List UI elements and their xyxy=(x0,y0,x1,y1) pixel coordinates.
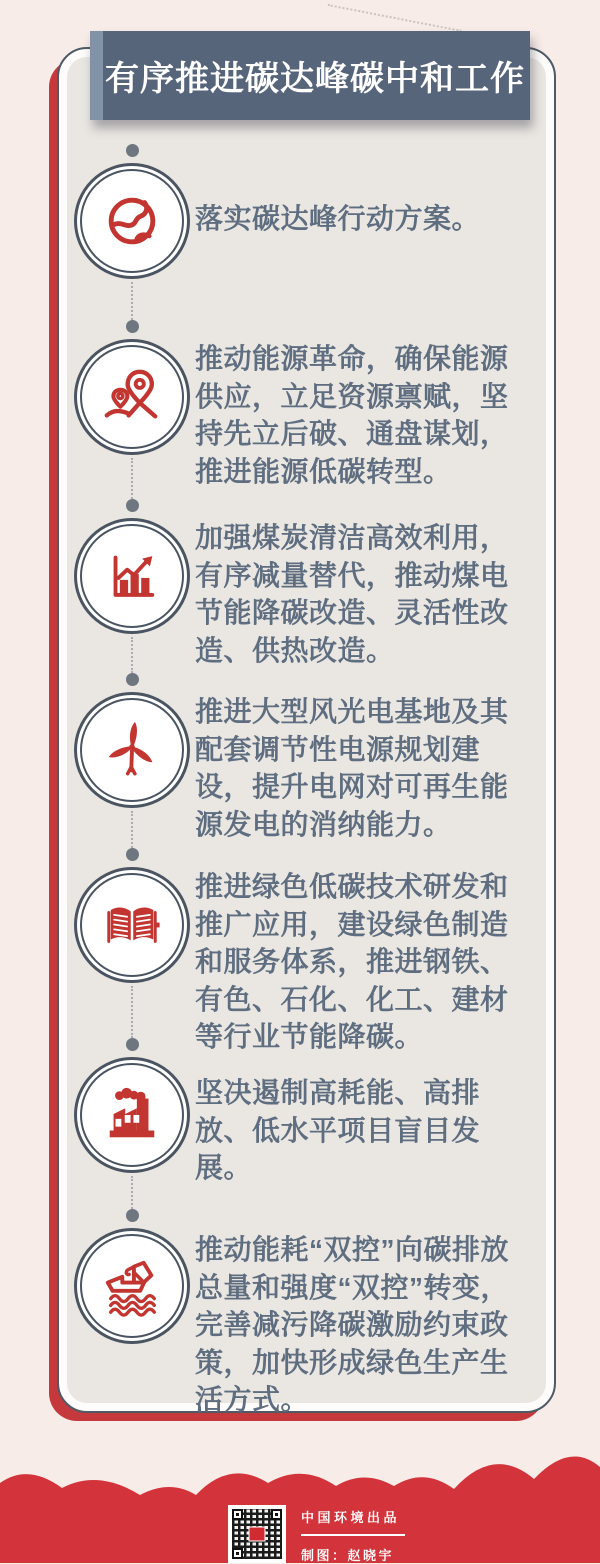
bar-chart-icon xyxy=(101,545,163,607)
page-title: 有序推进碳达峰碳中和工作 xyxy=(105,60,525,98)
timeline-connector xyxy=(131,637,133,673)
item-text: 推进大型风光电基地及其配套调节性电源规划建设，提升电网对可再生能源发电的消纳能力。 xyxy=(195,696,509,840)
icon-circle xyxy=(74,163,190,279)
item-text: 加强煤炭清洁高效利用，有序减量替代，推动煤电节能降碳改造、灵活性改造、供热改造。 xyxy=(195,522,509,666)
timeline-dot xyxy=(126,144,139,157)
item-text: 坚决遏制高耗能、高排放、低水平项目盲目发展。 xyxy=(195,1077,481,1183)
timeline-connector xyxy=(131,811,133,848)
icon-circle xyxy=(74,867,190,983)
icon-circle xyxy=(74,692,190,808)
timeline-dot xyxy=(126,848,139,861)
timeline-column xyxy=(69,499,195,673)
icon-circle xyxy=(74,518,190,634)
qr-pattern xyxy=(232,1509,282,1559)
item-text: 推动能耗“双控”向碳排放总量和强度“双控”转变，完善减污降碳激励约束政策，加快形成绿色生产生活方式。 xyxy=(195,1234,510,1415)
timeline-connector xyxy=(131,458,133,499)
publisher-label: 中国环境出品 xyxy=(301,1510,401,1525)
qr-code xyxy=(228,1505,286,1563)
item-text: 落实碳达峰行动方案。 xyxy=(195,203,481,234)
factory-icon xyxy=(101,1084,163,1146)
title-banner xyxy=(90,31,530,120)
timeline-connector xyxy=(131,282,133,320)
qr-finder-icon xyxy=(232,1548,243,1559)
timeline-dot xyxy=(126,673,139,686)
timeline-column xyxy=(69,1038,195,1209)
icon-circle xyxy=(74,1057,190,1173)
globe-icon xyxy=(101,190,163,252)
timeline-column xyxy=(69,144,195,320)
timeline-column xyxy=(69,848,195,1038)
list-item xyxy=(69,1209,540,1419)
item-text: 推进绿色低碳技术研发和推广应用，建设绿色制造和服务体系，推进钢铁、有色、石化、化工、建材等行业节能降碳。 xyxy=(195,871,509,1052)
list-item xyxy=(69,144,540,320)
icon-circle xyxy=(74,339,190,455)
timeline-dot xyxy=(126,1038,139,1051)
decorative-dotted-line xyxy=(328,4,462,32)
list-item xyxy=(69,673,540,848)
author-label: 制图：赵晓宇 xyxy=(301,1548,395,1563)
timeline-dot xyxy=(126,499,139,512)
timeline-connector xyxy=(131,1176,133,1209)
list-item xyxy=(69,499,540,673)
credits-block xyxy=(301,1507,405,1564)
timeline-column xyxy=(69,320,195,499)
list-item xyxy=(69,848,540,1052)
timeline-column xyxy=(69,673,195,848)
timeline-column xyxy=(69,1209,195,1419)
timeline-connector xyxy=(131,986,133,1038)
ship-crane-icon xyxy=(101,1255,163,1317)
icon-circle xyxy=(74,1228,190,1344)
credits-divider xyxy=(301,1534,405,1536)
qr-finder-icon xyxy=(232,1509,243,1520)
timeline-dot xyxy=(126,1209,139,1222)
list-item xyxy=(69,320,540,499)
list-item xyxy=(69,1038,540,1209)
qr-center-logo xyxy=(249,1527,266,1542)
book-icon xyxy=(101,894,163,956)
item-text: 推动能源革命，确保能源供应，立足资源禀赋，坚持先立后破、通盘谋划，推进能源低碳转型。 xyxy=(195,343,509,487)
qr-finder-icon xyxy=(271,1509,282,1520)
map-pins-icon xyxy=(101,366,163,428)
wind-turbine-icon xyxy=(101,719,163,781)
footer xyxy=(0,1433,600,1563)
timeline-dot xyxy=(126,320,139,333)
red-cloud-wave xyxy=(0,1433,600,1563)
content-card xyxy=(57,47,556,1413)
